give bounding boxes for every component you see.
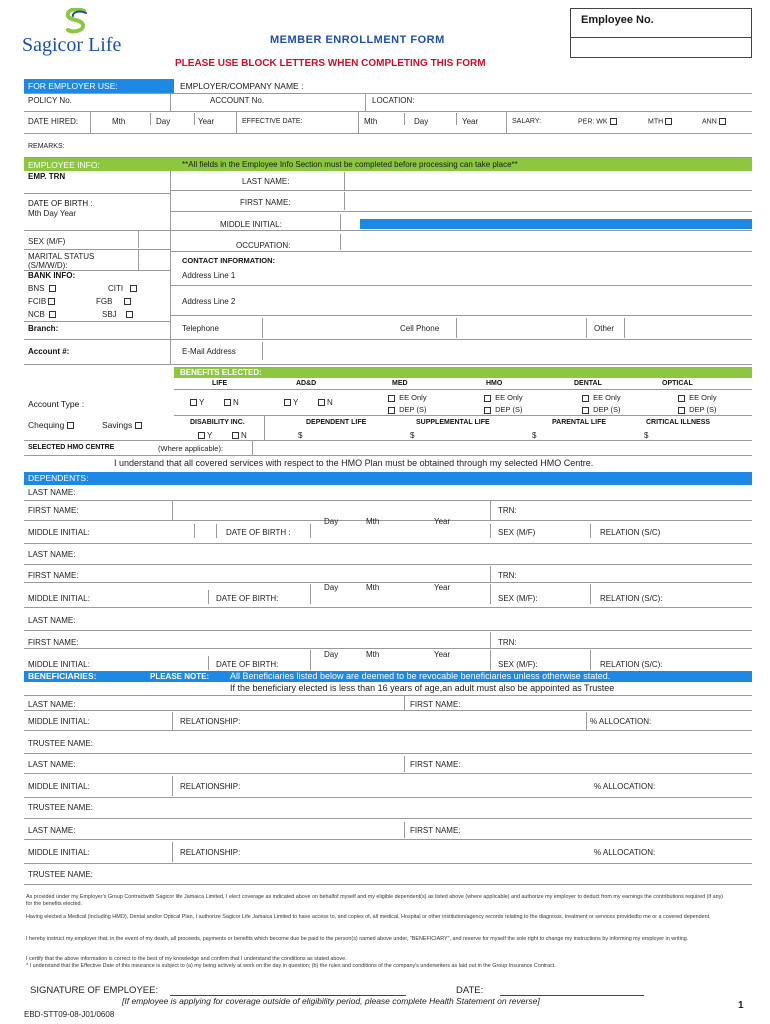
dep1-trn: TRN: bbox=[498, 506, 517, 515]
bank-info-label: BANK INFO: bbox=[28, 271, 76, 280]
legal-paragraph-3: I hereby instruct my employer that, in the event of my death, all proceeds, payments or benefits which become due be paid to the person(s) named above under, "BENEFICIARY", and reserve for myself the sole right to change my instructions by informing my employer in writing. bbox=[26, 936, 689, 942]
contact-label: CONTACT INFORMATION: bbox=[182, 256, 276, 265]
dep2-last-name: LAST NAME: bbox=[28, 550, 76, 559]
employee-no-box[interactable] bbox=[570, 8, 752, 58]
med-dep-checkbox[interactable] bbox=[388, 407, 395, 414]
optical-dep: DEP (S) bbox=[678, 405, 716, 414]
ann-checkbox[interactable] bbox=[719, 118, 726, 125]
dep1-mth: Mth bbox=[366, 517, 380, 526]
effective-date-label: EFFECTIVE DATE: bbox=[242, 118, 303, 125]
page-number: 1 bbox=[738, 1000, 744, 1011]
savings-option: Savings bbox=[102, 420, 144, 430]
cell-label: Cell Phone bbox=[400, 324, 440, 333]
beneficiary-note-1: All Beneficiaries listed below are deemed to be revocable beneficiaries unless otherwise stated. bbox=[230, 671, 611, 681]
dental-dep: DEP (S) bbox=[582, 405, 620, 414]
dep1-year: Year bbox=[434, 517, 451, 526]
signature-label: SIGNATURE OF EMPLOYEE: bbox=[30, 985, 159, 996]
ben1-allocation: % ALLOCATION: bbox=[590, 717, 652, 726]
bns-checkbox[interactable] bbox=[49, 285, 56, 292]
optical-ee-checkbox[interactable] bbox=[678, 395, 685, 402]
dep1-first-name: FIRST NAME: bbox=[28, 506, 79, 515]
ben3-middle-initial: MIDDLE INITIAL: bbox=[28, 848, 90, 857]
logo-text: Sagicor Life bbox=[22, 34, 122, 56]
dep1-relation: RELATION (S/C) bbox=[600, 528, 661, 537]
effective-day: Day bbox=[414, 117, 429, 126]
please-note-label: PLEASE NOTE: bbox=[150, 672, 210, 681]
ben3-last-name: LAST NAME: bbox=[28, 826, 76, 835]
sagicor-s-icon bbox=[60, 8, 92, 34]
dep2-sex: SEX (M/F): bbox=[498, 594, 538, 603]
fgb-option: FGB bbox=[96, 297, 133, 306]
ben1-last-name: LAST NAME: bbox=[28, 700, 76, 709]
dep3-mth: Mth bbox=[366, 650, 380, 659]
optical-ee-only: EE Only bbox=[678, 393, 717, 402]
first-name-label: FIRST NAME: bbox=[240, 198, 291, 207]
legal-paragraph-1: As provided under my Employer's Group Contractwith Sagicor life Jamaica Limited, I elect coverage as indicated above on behalfof myself and my eligible dependent(s) as listed above (where applicable) and authorize my employer to deduct from my earnings the contributions required (if any) for the benefits elected. bbox=[26, 894, 724, 907]
telephone-label: Telephone bbox=[182, 324, 219, 333]
sbj-checkbox[interactable] bbox=[126, 311, 133, 318]
last-name-label: LAST NAME: bbox=[242, 177, 290, 186]
ann-label: ANN bbox=[702, 118, 728, 125]
dep3-relation: RELATION (S/C): bbox=[600, 660, 663, 669]
mth-checkbox[interactable] bbox=[665, 118, 672, 125]
company-name-label: EMPLOYER/COMPANY NAME : bbox=[180, 81, 304, 91]
disability-n: N bbox=[232, 431, 247, 440]
parental-life-header: PARENTAL LIFE bbox=[552, 419, 607, 426]
employer-bar bbox=[24, 79, 752, 93]
add-n: N bbox=[318, 398, 333, 407]
marital-label: MARITAL STATUS bbox=[28, 252, 95, 261]
account-type-label: Account Type : bbox=[28, 399, 85, 409]
dental-ee-checkbox[interactable] bbox=[582, 395, 589, 402]
beneficiaries-section-label: BENEFICIARIES: bbox=[28, 671, 97, 681]
beneficiary-note-2: If the beneficiary elected is less than 16 years of age,an adult must also be appointed as Trustee bbox=[230, 683, 615, 693]
med-ee-only: EE Only bbox=[388, 393, 427, 402]
effective-mth: Mth bbox=[364, 117, 378, 126]
life-n: N bbox=[224, 398, 239, 407]
dep1-sex: SEX (M/F) bbox=[498, 528, 536, 537]
hired-year: Year bbox=[198, 117, 215, 126]
parental-life-dollar: $ bbox=[532, 431, 537, 440]
dep3-last-name: LAST NAME: bbox=[28, 616, 76, 625]
dep3-first-name: FIRST NAME: bbox=[28, 638, 79, 647]
hmo-dep: DEP (S) bbox=[484, 405, 522, 414]
med-dep: DEP (S) bbox=[388, 405, 426, 414]
dep2-trn: TRN: bbox=[498, 571, 517, 580]
ben2-first-name: FIRST NAME: bbox=[410, 760, 461, 769]
health-statement-note: [If employee is applying for coverage outside of eligibility period, please complete Health Statement on reverse] bbox=[122, 996, 540, 1006]
ben1-first-name: FIRST NAME: bbox=[410, 700, 461, 709]
legal-paragraph-2: Having elected a Medical (including HMO), Dental and/or Optical Plan, I authorize Sagicor Life Jamaica Limited to have access to, and copies of, all medical, Hospital or other institution/agency records relating to the diagnosis, treatment or services providedto me or a covered dependent. bbox=[26, 914, 711, 920]
chequing-checkbox[interactable] bbox=[67, 422, 74, 429]
ben2-relationship: RELATIONSHIP: bbox=[180, 782, 241, 791]
ben2-last-name: LAST NAME: bbox=[28, 760, 76, 769]
hmo-centre-label: SELECTED HMO CENTRE bbox=[28, 444, 115, 451]
where-applicable-label: (Where applicable): bbox=[158, 444, 224, 453]
hired-mth: Mth bbox=[112, 117, 126, 126]
benefits-section-label: BENEFITS ELECTED: bbox=[180, 368, 262, 377]
date-label: DATE: bbox=[456, 985, 484, 996]
dental-dep-checkbox[interactable] bbox=[582, 407, 589, 414]
fcib-checkbox[interactable] bbox=[48, 298, 55, 305]
hmo-statement: I understand that all covered services with respect to the HMO Plan must be obtained through my selected HMO Centre. bbox=[114, 458, 594, 468]
add-n-checkbox[interactable] bbox=[318, 399, 325, 406]
dep2-middle-initial: MIDDLE INITIAL: bbox=[28, 594, 90, 603]
dep1-dob: DATE OF BIRTH : bbox=[226, 528, 291, 537]
life-header: LIFE bbox=[212, 380, 228, 387]
optical-dep-checkbox[interactable] bbox=[678, 407, 685, 414]
marital-codes: (S/M/W/D): bbox=[28, 261, 68, 270]
hmo-dep-checkbox[interactable] bbox=[484, 407, 491, 414]
dep2-first-name: FIRST NAME: bbox=[28, 571, 79, 580]
hmo-ee-only: EE Only bbox=[484, 393, 523, 402]
employee-no-label: Employee No. bbox=[581, 14, 654, 26]
dep1-day: Day bbox=[324, 517, 339, 526]
dep2-year: Year bbox=[434, 583, 451, 592]
dep3-trn: TRN: bbox=[498, 638, 517, 647]
dep3-day: Day bbox=[324, 650, 339, 659]
emp-trn-label: EMP. TRN bbox=[28, 172, 66, 181]
life-y-checkbox[interactable] bbox=[190, 399, 197, 406]
wk-checkbox[interactable] bbox=[610, 118, 617, 125]
dep2-relation: RELATION (S/C): bbox=[600, 594, 663, 603]
citi-option: CITI bbox=[108, 284, 139, 293]
dental-header: DENTAL bbox=[574, 380, 602, 387]
occupation-label: OCCUPATION: bbox=[236, 241, 291, 250]
ben3-allocation: % ALLOCATION: bbox=[594, 848, 656, 857]
ncb-checkbox[interactable] bbox=[49, 311, 56, 318]
hired-day: Day bbox=[156, 117, 171, 126]
sbj-option: SBJ bbox=[102, 310, 135, 319]
add-header: AD&D bbox=[296, 380, 317, 387]
effective-year: Year bbox=[462, 117, 479, 126]
mth-label: MTH bbox=[648, 118, 674, 125]
savings-checkbox[interactable] bbox=[135, 422, 142, 429]
life-n-checkbox[interactable] bbox=[224, 399, 231, 406]
logo bbox=[22, 8, 142, 58]
critical-illness-header: CRITICAL ILLNESS bbox=[646, 419, 711, 426]
dental-ee-only: EE Only bbox=[582, 393, 621, 402]
middle-initial-label: MIDDLE INITIAL: bbox=[220, 220, 282, 229]
fcib-option: FCIB bbox=[28, 297, 57, 306]
ben1-relationship: RELATIONSHIP: bbox=[180, 717, 241, 726]
address2-label: Address Line 2 bbox=[182, 297, 236, 306]
block-letters-instruction: PLEASE USE BLOCK LETTERS WHEN COMPLETING THIS FORM bbox=[175, 58, 486, 69]
policy-no-label: POLICY No. bbox=[28, 96, 72, 105]
ncb-option: NCB bbox=[28, 310, 58, 319]
disability-y: Y bbox=[198, 431, 212, 440]
ben1-middle-initial: MIDDLE INITIAL: bbox=[28, 717, 90, 726]
legal-paragraph-4: I certify that the above information is correct to the best of my knowledge and confirm that I understand the conditions as stated above. bbox=[26, 956, 347, 962]
ben2-trustee: TRUSTEE NAME: bbox=[28, 803, 93, 812]
dep3-dob: DATE OF BIRTH: bbox=[216, 660, 279, 669]
dependents-section-label: DEPENDENTS: bbox=[28, 473, 89, 483]
account-number-label: Account #: bbox=[28, 347, 70, 356]
hmo-ee-checkbox[interactable] bbox=[484, 395, 491, 402]
fgb-checkbox[interactable] bbox=[124, 298, 131, 305]
citi-checkbox[interactable] bbox=[130, 285, 137, 292]
med-ee-checkbox[interactable] bbox=[388, 395, 395, 402]
disability-header: DISABILITY INC. bbox=[190, 419, 245, 426]
dependents-bar bbox=[24, 472, 752, 485]
salary-label: SALARY: bbox=[512, 118, 542, 125]
dob-parts: Mth Day Year bbox=[28, 209, 77, 218]
ben2-allocation: % ALLOCATION: bbox=[594, 782, 656, 791]
dob-label: DATE OF BIRTH : bbox=[28, 199, 93, 208]
other-label: Other bbox=[594, 324, 615, 333]
remarks-label: REMARKS: bbox=[28, 143, 65, 150]
date-hired-label: DATE HIRED: bbox=[28, 117, 79, 126]
med-header: MED bbox=[392, 380, 408, 387]
optical-header: OPTICAL bbox=[662, 380, 693, 387]
add-y: Y bbox=[284, 398, 298, 407]
dep1-middle-initial: MIDDLE INITIAL: bbox=[28, 528, 90, 537]
dep3-year: Year bbox=[434, 650, 451, 659]
employee-notice: **All fields in the Employee Info Section must be completed before processing can take place** bbox=[182, 160, 518, 169]
dep2-day: Day bbox=[324, 583, 339, 592]
account-no-label: ACCOUNT No. bbox=[210, 96, 265, 105]
sex-label: SEX (M/F) bbox=[28, 237, 66, 246]
branch-label: Branch: bbox=[28, 324, 59, 333]
dependent-life-header: DEPENDENT LIFE bbox=[306, 419, 367, 426]
supplemental-life-dollar: $ bbox=[410, 431, 415, 440]
disability-y-checkbox[interactable] bbox=[198, 432, 205, 439]
dep2-dob: DATE OF BIRTH: bbox=[216, 594, 279, 603]
employee-section-label: EMPLOYEE INFO: bbox=[28, 160, 100, 170]
dep3-middle-initial: MIDDLE INITIAL: bbox=[28, 660, 90, 669]
dependent-life-dollar: $ bbox=[298, 431, 303, 440]
location-label: LOCATION: bbox=[372, 96, 415, 105]
add-y-checkbox[interactable] bbox=[284, 399, 291, 406]
chequing-option: Chequing bbox=[28, 420, 76, 430]
employer-section-label: FOR EMPLOYER USE: bbox=[24, 79, 174, 93]
ben3-first-name: FIRST NAME: bbox=[410, 826, 461, 835]
ben1-trustee: TRUSTEE NAME: bbox=[28, 739, 93, 748]
ben3-trustee: TRUSTEE NAME: bbox=[28, 870, 93, 879]
disability-n-checkbox[interactable] bbox=[232, 432, 239, 439]
per-wk-label: PER: WK bbox=[578, 118, 619, 125]
dep3-sex: SEX (M/F): bbox=[498, 660, 538, 669]
life-y: Y bbox=[190, 398, 204, 407]
dep1-last-name: LAST NAME: bbox=[28, 488, 76, 497]
legal-paragraph-5: * I understand that the Effective Date of this insurance is subject to (a) my being actively at work on the day in question; (b) the rules and conditions of the company's underwriters as laid out in the Group Insurance Contract. bbox=[26, 963, 556, 969]
hmo-header: HMO bbox=[486, 380, 503, 387]
supplemental-life-header: SUPPLEMENTAL LIFE bbox=[416, 419, 490, 426]
bns-option: BNS bbox=[28, 284, 58, 293]
form-title: MEMBER ENROLLMENT FORM bbox=[270, 34, 445, 46]
form-code: EBD-STT09-08-J01/0608 bbox=[24, 1010, 115, 1019]
critical-illness-dollar: $ bbox=[644, 431, 649, 440]
email-label: E-Mail Address bbox=[182, 347, 236, 356]
ben3-relationship: RELATIONSHIP: bbox=[180, 848, 241, 857]
address1-label: Address Line 1 bbox=[182, 271, 236, 280]
ben2-middle-initial: MIDDLE INITIAL: bbox=[28, 782, 90, 791]
middle-initial-highlight[interactable] bbox=[360, 219, 752, 229]
dep2-mth: Mth bbox=[366, 583, 380, 592]
